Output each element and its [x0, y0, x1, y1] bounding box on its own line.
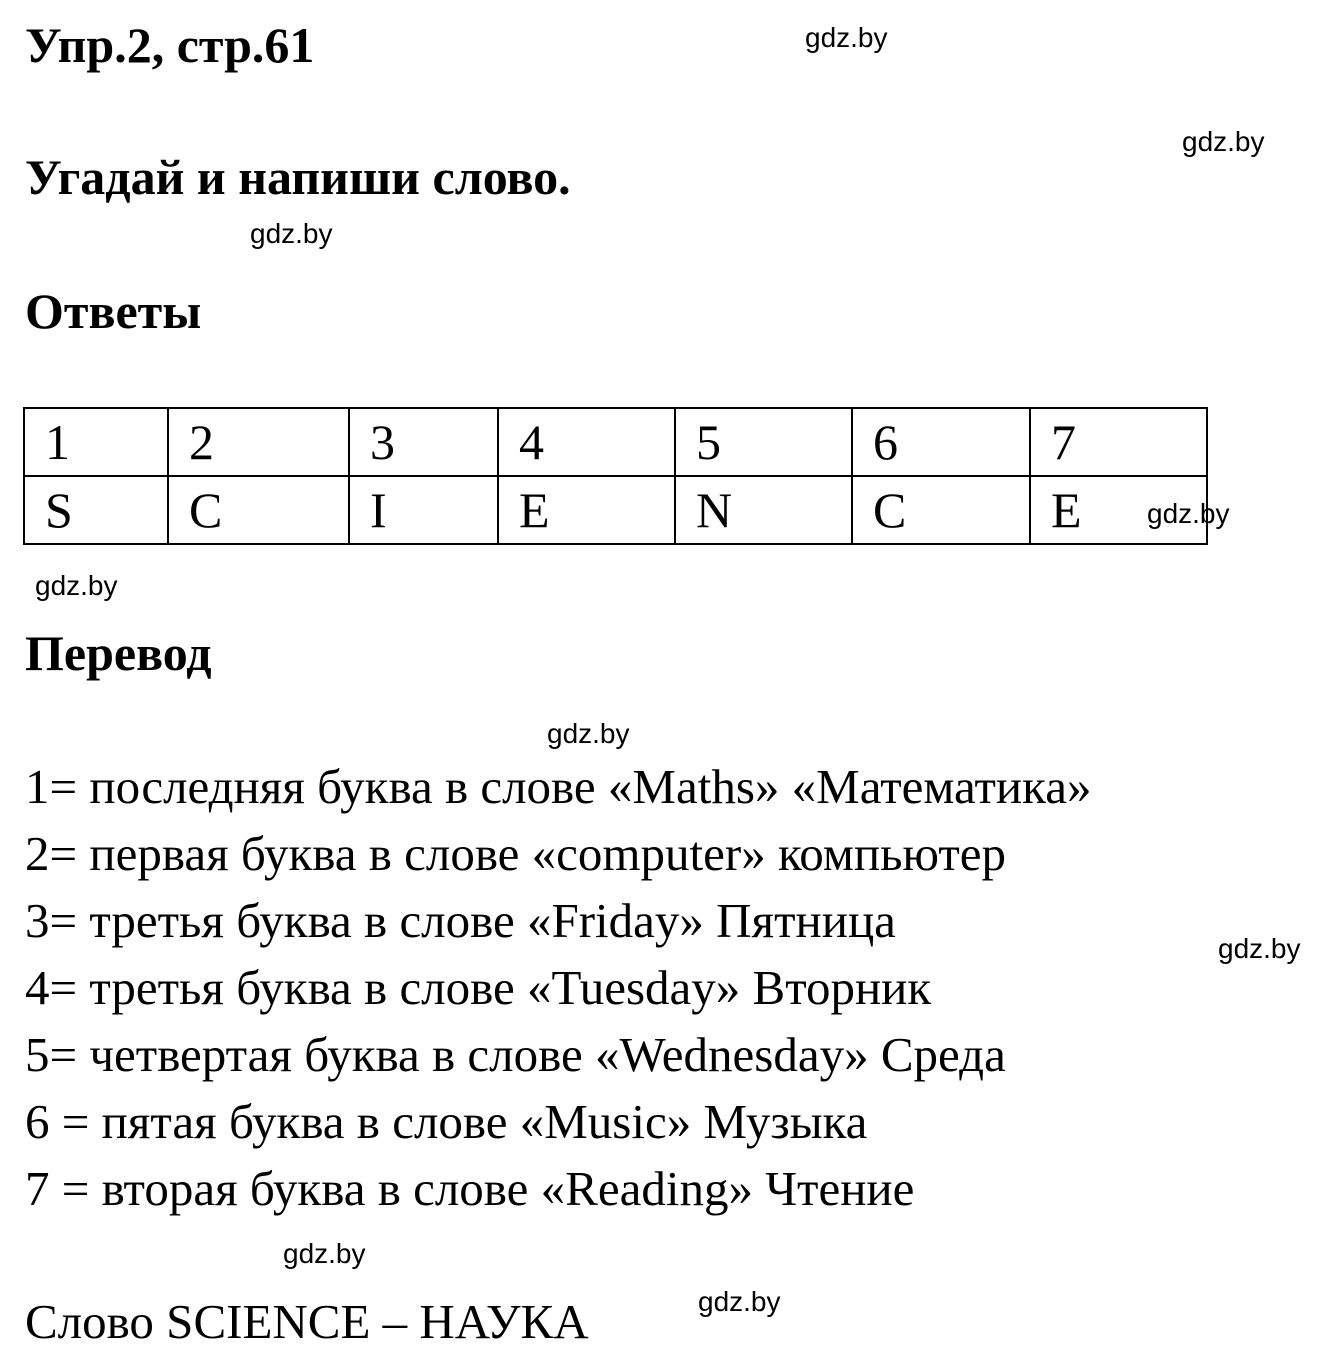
table-cell-number: 3 — [349, 408, 498, 476]
table-cell-letter: C — [852, 476, 1030, 544]
translation-line: 6 = пятая буква в слове «Music» Музыка — [25, 1094, 868, 1149]
table-cell-letter: C — [168, 476, 349, 544]
translation-line: 5= четвертая буква в слове «Wednesday» Среда — [25, 1027, 1006, 1082]
table-cell-number: 2 — [168, 408, 349, 476]
table-cell-number: 6 — [852, 408, 1030, 476]
table-cell-letter: E — [1030, 476, 1207, 544]
table-cell-number: 4 — [498, 408, 675, 476]
watermark: gdz.by — [1218, 933, 1301, 964]
translation-line: 7 = вторая буква в слове «Reading» Чтение — [25, 1161, 915, 1216]
watermark: gdz.by — [250, 218, 333, 249]
task-heading: Угадай и напиши слово. — [25, 149, 571, 205]
table-cell-number: 1 — [24, 408, 168, 476]
translation-line: 2= первая буква в слове «computer» компьютер — [25, 826, 1007, 881]
table-cell-letter: S — [24, 476, 168, 544]
table-cell-letter: N — [675, 476, 852, 544]
translation-line: 4= третья буква в слове «Tuesday» Вторник — [25, 960, 932, 1015]
table-cell-letter: I — [349, 476, 498, 544]
translation-heading: Перевод — [25, 625, 212, 681]
translation-line: 3= третья буква в слове «Friday» Пятница — [25, 893, 896, 948]
answers-table — [23, 407, 1208, 545]
table-cell-letter: E — [498, 476, 675, 544]
conclusion: Слово SCIENCE – НАУКА — [25, 1294, 589, 1349]
watermark: gdz.by — [698, 1286, 781, 1317]
table-cell-number: 5 — [675, 408, 852, 476]
watermark: gdz.by — [805, 22, 888, 53]
watermark: gdz.by — [35, 570, 118, 601]
watermark: gdz.by — [283, 1238, 366, 1269]
table-cell-number: 7 — [1030, 408, 1207, 476]
watermark: gdz.by — [1182, 126, 1265, 157]
watermark: gdz.by — [547, 718, 630, 749]
answers-heading: Ответы — [25, 283, 202, 339]
watermark: gdz.by — [1147, 498, 1230, 529]
page-title: Упр.2, стр.61 — [25, 17, 315, 73]
translation-line: 1= последняя буква в слове «Maths» «Математика» — [25, 759, 1092, 814]
